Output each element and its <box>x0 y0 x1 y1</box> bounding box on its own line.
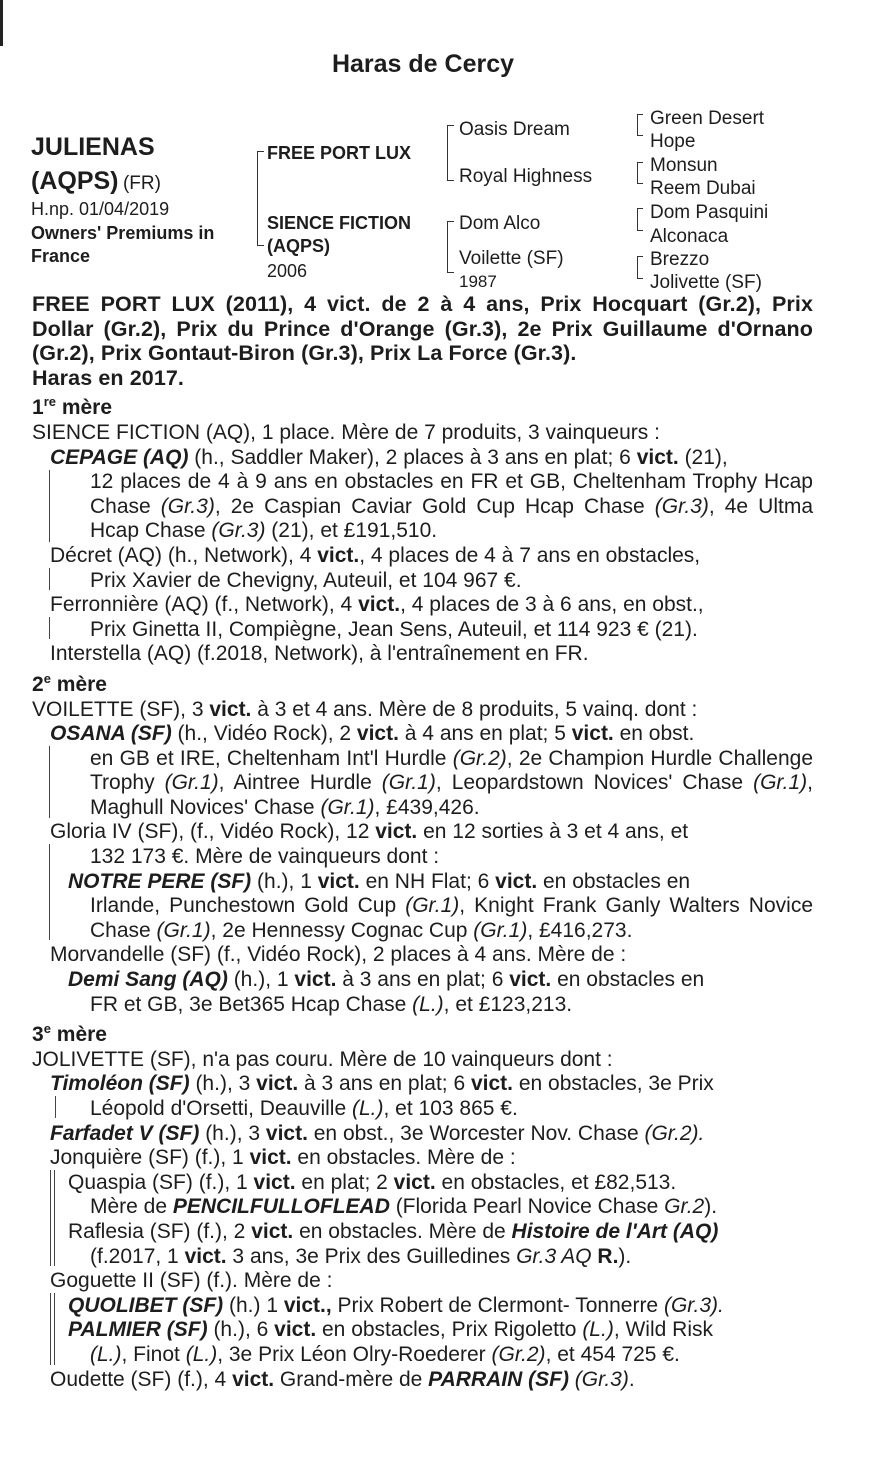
produce-ferronniere <box>50 593 813 642</box>
section-num: 2 <box>32 672 44 696</box>
text: (L.) <box>352 1097 384 1120</box>
indent-bar <box>50 1293 51 1365</box>
text: vict. <box>636 445 679 469</box>
text: (h.), 1 <box>251 869 318 893</box>
indent-bar <box>49 746 50 818</box>
text: vict. <box>232 1367 275 1391</box>
pedigree-dam: SIENCE FICTION <box>267 213 412 233</box>
page-title: Haras de Cercy <box>331 50 515 78</box>
produce-detail <box>90 1097 813 1122</box>
text: en obstacles, Prix Rigoletto <box>316 1318 583 1342</box>
text: vict. <box>265 1121 308 1145</box>
text: en obstacles. Mère de <box>293 1219 512 1243</box>
produce-detail <box>90 1343 813 1368</box>
text: 12 places de 4 à 9 ans en obstacles en FR et GB, Cheltenham Trophy Hcap Chase <box>90 470 813 518</box>
text: vict. <box>184 1244 227 1268</box>
produce-jonquiere <box>50 1146 813 1269</box>
text: Morvandelle (SF) (f., Vidéo Rock), 2 places à 4 ans. Mère de : <box>50 943 627 967</box>
text: (L.) <box>185 1342 218 1366</box>
text: PENCILFULLOFLEAD <box>172 1195 390 1219</box>
produce-oudette <box>50 1368 813 1393</box>
pedigree-gg7: Brezzo <box>650 249 710 270</box>
text: vict. <box>251 1219 294 1243</box>
text: (21), et £191,510. <box>265 519 438 543</box>
text: vict. <box>375 820 418 844</box>
text: vict. <box>317 869 360 893</box>
section-first-dam <box>32 390 813 421</box>
produce-gloria <box>50 820 813 943</box>
text: Gr.2 <box>664 1195 705 1219</box>
produce-name: Timoléon (SF) <box>50 1072 190 1096</box>
pedigree-gg5: Dom Pasquini <box>650 202 769 223</box>
text: VOILETTE (SF), 3 <box>32 697 210 721</box>
text: (h.), 6 <box>207 1318 275 1342</box>
produce-decret <box>50 544 813 593</box>
pedigree-gg3: Monsun <box>650 155 718 176</box>
pedigree-bracket-3b <box>637 162 643 184</box>
owner-line-2: France <box>31 246 91 266</box>
text: vict. <box>495 869 538 893</box>
indent-bar <box>49 568 50 590</box>
text: Décret (AQ) (h., Network), 4 <box>50 543 318 567</box>
produce-name: QUOLIBET (SF) <box>68 1293 224 1317</box>
section-num: 3 <box>32 1023 44 1047</box>
pedigree-bracket-3c <box>637 208 643 231</box>
section-third-dam <box>32 1017 813 1048</box>
text: , 4 places de 3 à 6 ans, en obst., <box>400 593 704 617</box>
text: , et 454 725 €. <box>545 1342 680 1366</box>
section-label: mère <box>56 672 107 696</box>
text: en obstacles en <box>537 869 691 893</box>
pedigree-gg6: Alconaca <box>650 226 729 247</box>
produce-detail: Prix Ginetta II, Compiègne, Jean Sens, Auteuil, et 114 923 € (21). <box>90 617 698 641</box>
text: (L.) <box>90 1342 122 1366</box>
horse-name: JULIENAS <box>31 133 155 161</box>
text: (21), <box>678 445 728 469</box>
text: (Gr.3) <box>574 1367 629 1391</box>
produce-goguette <box>50 1269 813 1367</box>
text: Jonquière (SF) (f.), 1 <box>50 1146 250 1170</box>
text: Ferronnière (AQ) (f., Network), 4 <box>50 593 359 617</box>
text: en 12 sorties à 3 et 4 ans, et <box>417 820 689 844</box>
text: vict. <box>356 722 399 746</box>
produce-detail: 132 173 €. Mère de vainqueurs dont : <box>90 845 440 869</box>
text: Prix Robert de Clermont- Tonnerre <box>331 1293 664 1317</box>
text: , 3e Prix Léon Olry-Roederer <box>217 1342 492 1366</box>
produce-name: OSANA (SF) <box>50 722 172 746</box>
pedigree-bracket-3a <box>637 114 643 136</box>
indent-bar <box>50 1170 51 1266</box>
text: Léopold d'Orsetti, Deauville <box>90 1097 352 1120</box>
text: Histoire de l'Art (AQ) <box>511 1219 719 1243</box>
section-sup: e <box>43 1021 51 1037</box>
text: (Gr.1) <box>381 771 436 795</box>
section-label: mère <box>56 1023 107 1047</box>
produce-notre-pere <box>68 870 813 944</box>
text: ). <box>704 1195 718 1219</box>
text: R. <box>597 1244 619 1268</box>
text: , Wild Risk <box>613 1318 713 1342</box>
text: Quaspia (SF) (f.), 1 <box>68 1170 254 1194</box>
text: (Gr.1) <box>320 795 375 819</box>
produce-farfadet <box>50 1122 813 1147</box>
section-num: 1 <box>32 396 44 420</box>
indent-bar <box>55 1096 56 1118</box>
text: (Gr.1) <box>164 771 219 795</box>
text: à 3 ans en plat; 6 <box>298 1072 471 1096</box>
text: en plat; 2 <box>295 1170 394 1194</box>
horse-status: (AQPS) <box>31 167 119 195</box>
text: en obst. <box>613 722 695 746</box>
text: (Gr.3) <box>211 519 266 543</box>
produce-cepage <box>50 446 813 544</box>
text: vict. <box>294 968 337 992</box>
text: , Knight Frank Ganly Walters Novice Chase <box>90 894 813 942</box>
text: Irlande, Punchestown Gold Cup <box>90 894 406 918</box>
text: (Gr.2). <box>644 1121 705 1145</box>
text: en obst., 3e Worcester Nov. Chase <box>307 1121 645 1145</box>
produce-interstella: Interstella (AQ) (f.2018, Network), à l'entraînement en FR. <box>50 642 589 666</box>
text: (Florida Pearl Novice Chase <box>389 1195 665 1219</box>
text: Gr.3 AQ <box>516 1244 592 1268</box>
text: (Gr.1) <box>473 918 528 942</box>
indent-bar <box>54 1293 55 1365</box>
section-sup: re <box>43 394 56 410</box>
text: à 4 ans en plat; 5 <box>398 722 572 746</box>
text: vict. <box>256 1072 299 1096</box>
text: vict. <box>470 1072 513 1096</box>
section-label: mère <box>61 396 113 420</box>
text: (L.) <box>412 992 444 1016</box>
text: vict. <box>249 1146 292 1170</box>
text: FR et GB, 3e Bet365 Hcap Chase <box>90 992 413 1016</box>
text: (h., Vidéo Rock), 2 <box>171 722 357 746</box>
third-dam-intro: JOLIVETTE (SF), n'a pas couru. Mère de 10 vainqueurs dont : <box>32 1047 613 1071</box>
pedigree-bracket-3d <box>637 256 643 279</box>
text: (h., Saddler Maker), 2 places à 3 ans en plat; 6 <box>188 445 637 469</box>
text: (f.2017, 1 <box>90 1244 185 1268</box>
produce-detail <box>90 1245 813 1270</box>
horse-status-line <box>31 167 161 196</box>
sire-summary-last: Haras en 2017. <box>32 365 185 390</box>
text: , 4e Ultma Hcap Chase <box>90 494 813 543</box>
text: vict. <box>393 1170 436 1194</box>
section-second-dam <box>32 667 813 698</box>
text: (h.) 1 <box>223 1293 284 1317</box>
text: en obstacles en <box>551 968 705 992</box>
text: (Gr.3). <box>663 1293 724 1317</box>
pedigree-gg1: Green Desert <box>650 108 765 129</box>
text: vict., <box>283 1293 332 1317</box>
produce-name: CEPAGE (AQ) <box>50 445 189 469</box>
text: (h.), 3 <box>189 1072 257 1096</box>
pedigree-bracket-1 <box>257 151 264 246</box>
text: (Gr.2) <box>491 1342 546 1366</box>
text: . <box>628 1367 635 1391</box>
owner-line-1: Owners' Premiums in <box>31 223 215 243</box>
indent-bar <box>49 617 50 639</box>
text: (h.), 1 <box>227 968 295 992</box>
text: , £416,273. <box>527 918 633 942</box>
pedigree-g2: Royal Highness <box>459 166 593 187</box>
produce-name: NOTRE PERE (SF) <box>68 869 252 893</box>
produce-palmier <box>68 1318 813 1367</box>
produce-detail <box>90 747 813 821</box>
produce-detail <box>90 1195 813 1220</box>
produce-raflesia <box>68 1220 813 1269</box>
text: vict. <box>358 593 401 617</box>
produce-timoleon <box>50 1072 813 1121</box>
produce-name: Demi Sang (AQ) <box>68 968 228 992</box>
first-dam-intro: SIENCE FICTION (AQ), 1 place. Mère de 7 produits, 3 vainqueurs : <box>32 420 660 444</box>
pedigree-dam-status: (AQPS) <box>267 236 330 256</box>
horse-country: (FR) <box>122 173 161 194</box>
produce-detail <box>90 470 813 544</box>
pedigree-gg2: Hope <box>650 131 696 152</box>
text: vict. <box>209 697 252 721</box>
text: , Finot <box>121 1342 186 1366</box>
text: (Gr.1) <box>753 771 808 795</box>
text: en obstacles, et £82,513. <box>435 1170 677 1194</box>
text: PARRAIN (SF) <box>428 1367 569 1391</box>
produce-morvandelle <box>50 943 813 1017</box>
text: en obstacles. Mère de : <box>291 1146 516 1170</box>
pedigree-g4: Voilette (SF) <box>459 248 564 269</box>
produce-demi-sang <box>68 968 813 1017</box>
text: Mère de <box>90 1195 173 1219</box>
indent-bar <box>49 470 50 542</box>
produce-name: PALMIER (SF) <box>68 1318 208 1342</box>
text: , Maghull Novices' Chase <box>90 771 813 819</box>
text: , 4 places de 4 à 7 ans en obstacles, <box>359 543 701 567</box>
pedigree-g4-year: 1987 <box>459 272 497 291</box>
pedigree-sire: FREE PORT LUX <box>267 143 412 163</box>
page-edge <box>0 0 3 46</box>
text: à 3 et 4 ans. Mère de 8 produits, 5 vainq. dont : <box>251 697 698 721</box>
pedigree-dam-year: 2006 <box>267 261 308 281</box>
text: (L.) <box>582 1318 614 1342</box>
text: , et £123,213. <box>443 992 573 1016</box>
section-sup: e <box>43 670 51 686</box>
produce-detail <box>90 993 813 1018</box>
text: Raflesia (SF) (f.), 2 <box>68 1219 252 1243</box>
pedigree-bracket-2b <box>447 221 454 273</box>
produce-quaspia <box>68 1171 813 1220</box>
produce-detail: Prix Xavier de Chevigny, Auteuil, et 104 967 €. <box>90 568 522 592</box>
text: , 2e Caspian Caviar Gold Cup Hcap Chase <box>214 494 655 518</box>
indent-bar <box>54 1170 55 1266</box>
text: (Gr.2) <box>452 746 507 770</box>
text: , £439,426. <box>374 795 480 819</box>
pedigree-gg4: Reem Dubai <box>650 178 756 199</box>
text: (Gr.3) <box>654 494 709 518</box>
text: Grand-mère de <box>274 1367 429 1391</box>
text: en obstacles, 3e Prix <box>513 1072 714 1096</box>
text: Oudette (SF) (f.), 4 <box>50 1367 233 1391</box>
produce-name: Farfadet V (SF) <box>50 1121 200 1145</box>
text: (Gr.1) <box>405 894 460 918</box>
sire-summary <box>32 292 813 390</box>
text: (Gr.1) <box>156 918 211 942</box>
text: Goguette II (SF) (f.). Mère de : <box>50 1269 333 1293</box>
text: Gloria IV (SF), (f., Vidéo Rock), 12 <box>50 820 376 844</box>
text: , et 103 865 €. <box>383 1097 518 1120</box>
text: vict. <box>317 543 360 567</box>
text: vict. <box>253 1170 296 1194</box>
produce-detail <box>90 894 813 943</box>
text: vict. <box>274 1318 317 1342</box>
text: en NH Flat; 6 <box>359 869 496 893</box>
horse-birth: H.np. 01/04/2019 <box>31 199 170 219</box>
text: , 2e Champion Hurdle Challenge Trophy <box>90 746 814 795</box>
produce-osana <box>50 722 813 820</box>
catalog-body <box>32 292 813 1392</box>
indent-bar <box>49 844 50 940</box>
text: , 2e Hennessy Cognac Cup <box>210 918 474 942</box>
text: , Aintree Hurdle <box>218 771 382 795</box>
pedigree-g1: Oasis Dream <box>459 119 570 140</box>
second-dam-intro <box>32 698 813 723</box>
text: , Leopardstown Novices' Chase <box>435 771 754 795</box>
text: à 3 ans en plat; 6 <box>336 968 510 992</box>
pedigree-gg8: Jolivette (SF) <box>650 272 762 293</box>
text: ). <box>618 1244 632 1268</box>
pedigree-bracket-2a <box>447 125 454 181</box>
text: en GB et IRE, Cheltenham Int'l Hurdle <box>90 746 453 770</box>
produce-quolibet <box>68 1294 813 1319</box>
pedigree-g3: Dom Alco <box>459 213 541 234</box>
sire-summary-text: FREE PORT LUX (2011), 4 vict. de 2 à 4 ans, Prix Hocquart (Gr.2), Prix Dollar (Gr.2), Prix du Prince d'Orange (Gr.3), 2e Prix Guillaume d'Ornano (Gr.2), Prix Gontaut-Biron (Gr.3), Prix La Force (Gr.3). <box>32 292 813 366</box>
text: (Gr.3) <box>160 494 215 518</box>
text: vict. <box>509 968 552 992</box>
text: (h.), 3 <box>199 1121 266 1145</box>
text: vict. <box>571 722 614 746</box>
text: 3 ans, 3e Prix des Guilledines <box>226 1244 517 1268</box>
